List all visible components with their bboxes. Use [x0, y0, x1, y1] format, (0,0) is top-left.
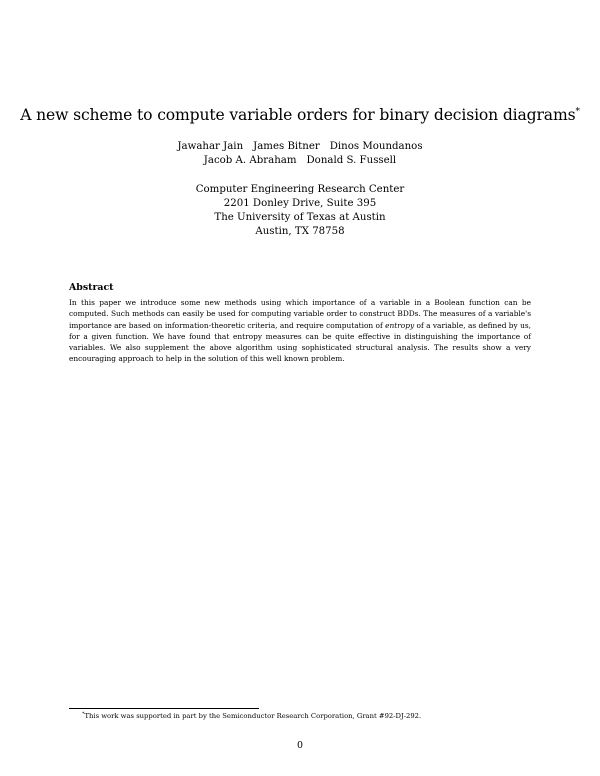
affiliation-block [0, 183, 600, 239]
paper-title [0, 106, 600, 124]
footnote-marker: * [82, 711, 85, 717]
author-list [0, 140, 600, 168]
footnote [82, 711, 421, 720]
page-number: 0 [297, 740, 303, 751]
affiliation-line: Austin, TX 78758 [255, 226, 345, 237]
author-name: Jacob A. Abraham [203, 155, 297, 166]
author-name: James Bitner [253, 141, 320, 152]
author-name: Donald S. Fussell [306, 155, 397, 166]
footnote-divider [69, 708, 259, 709]
author-line-1 [0, 140, 600, 154]
abstract-text-part-2: of a variable, as defined by us, for a given function. We have found that entropy measures can be quite effective in distinguishing the importance of variables. We also supplement the above algorithm using sophisticated structural analysis. The results show a very encouraging approach to help in the solution of this well known problem. [69, 320, 531, 364]
affiliation-line: The University of Texas at Austin [214, 212, 386, 223]
abstract-paragraph [69, 297, 531, 365]
author-name: Jawahar Jain [177, 141, 244, 152]
abstract-heading: Abstract [69, 282, 114, 293]
author-name: Dinos Moundanos [329, 141, 423, 152]
author-line-2 [0, 154, 600, 168]
title-footnote-marker: * [575, 107, 580, 117]
footnote-text: This work was supported in part by the Semiconductor Research Corporation, Grant #92-DJ-292. [84, 712, 422, 720]
affiliation-line: 2201 Donley Drive, Suite 395 [223, 198, 377, 209]
paper-title-text: A new scheme to compute variable orders for binary decision diagrams [20, 106, 576, 124]
abstract-text-part-1: In this paper we introduce some new methods using which importance of a variable in a Boolean function can be computed. Such methods can easily be used for computing variable order to construct BDDs. The measures of a variable's importance are based on information-theoretic criteria, and require computation of [69, 298, 531, 330]
abstract-emphasis: entropy [385, 320, 415, 330]
affiliation-line: Computer Engineering Research Center [195, 184, 405, 195]
